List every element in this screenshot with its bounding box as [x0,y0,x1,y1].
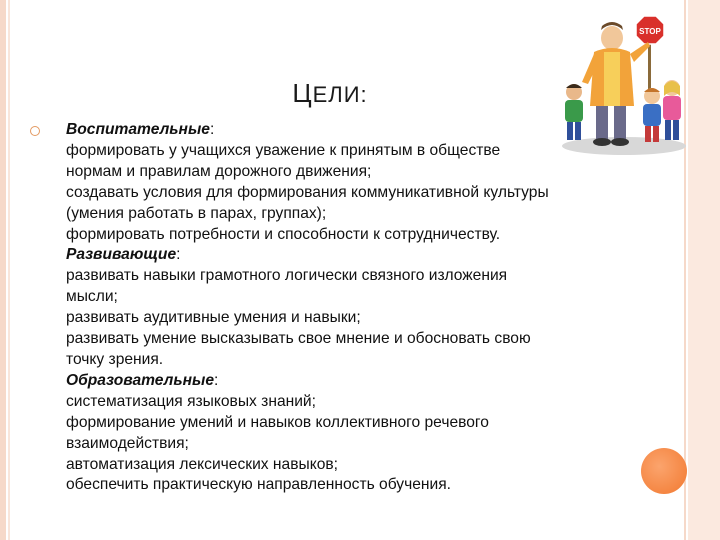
text-line: автоматизация лексических навыков; [66,455,338,473]
text-line: формировать у учащихся уважение к принятым в обществе [66,141,501,159]
bullet-icon [30,126,40,136]
section-heading-developing: Развивающие: [66,246,181,264]
text-line: точку зрения. [66,350,164,368]
svg-text:STOP: STOP [639,27,661,36]
decorative-circle [641,448,687,494]
text-line: формировать потребности и способности к сотрудничеству. [66,225,501,243]
text-line: (умения работать в парах, группах); [66,204,327,222]
title-rest: ЕЛИ: [312,82,368,107]
text-line: создавать условия для формирования коммуникативной культуры [66,183,549,201]
section-heading-educational: Образовательные: [66,371,219,389]
text-line: нормам и правилам дорожного движения; [66,162,372,180]
text-line: развивать навыки грамотного логически связного изложения [66,267,508,285]
content-body [66,120,646,496]
text-line: взаимодействия; [66,434,189,452]
text-line: мысли; [66,288,118,306]
text-line: обеспечить практическую направленность обучения. [66,476,452,494]
section-heading-upbringing: Воспитательные: [66,121,215,138]
text-line: развивать аудитивные умения и навыки; [66,309,361,327]
text-line: развивать умение высказывать свое мнение и обосновать свою [66,330,531,348]
title-cap: Ц [292,78,313,108]
crossing-guard-icon [552,8,702,158]
text-line: формирование умений и навыков коллективного речевого [66,413,489,431]
text-line: систематизация языковых знаний; [66,392,316,410]
